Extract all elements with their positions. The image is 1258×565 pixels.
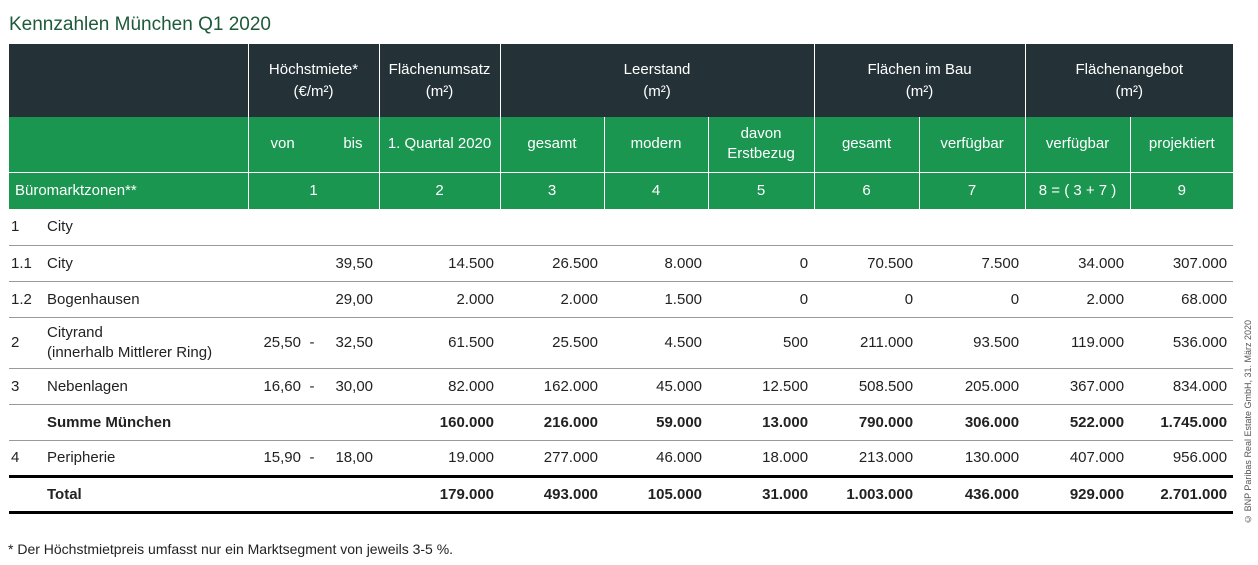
row-zone-name: Peripherie	[47, 440, 248, 476]
row-index	[9, 476, 47, 512]
subheader-von-bis	[248, 117, 379, 172]
subheader-quartal: 1. Quartal 2020	[379, 117, 500, 172]
row-index: 4	[9, 440, 47, 476]
row-index: 1.2	[9, 281, 47, 317]
header-row-sub	[9, 117, 1233, 172]
col-number-5: 5	[708, 172, 814, 209]
row-index: 3	[9, 368, 47, 404]
header-flaechen-im-bau: Flächen im Bau (m²)	[814, 44, 1025, 117]
footnote: * Der Höchstmietpreis umfasst nur ein Marktsegment von jeweils 3-5 %.	[8, 541, 454, 557]
row-index	[9, 404, 47, 440]
row-index: 1	[11, 218, 20, 236]
header-row-numbers	[9, 172, 1233, 209]
col-number-7: 7	[919, 172, 1025, 209]
subheader-bau-gesamt: gesamt	[814, 117, 919, 172]
header-leerstand: Leerstand (m²)	[500, 44, 814, 117]
subheader-erstbezug: davon Erstbezug	[708, 117, 814, 172]
col-number-3: 3	[500, 172, 604, 209]
col-number-1: 1	[248, 172, 379, 209]
page-title: Kennzahlen München Q1 2020	[9, 14, 271, 35]
col-number-6: 6	[814, 172, 919, 209]
table-row: 1.1 City 39,50 14.500 26.500 8.000 0 70.500 7.500 34.000 307.000	[9, 245, 1233, 281]
table-row-summe: Summe München 160.000 216.000 59.000 13.000 790.000 306.000 522.000 1.745.000	[9, 404, 1233, 440]
col-number-8: 8 = ( 3 + 7 )	[1025, 172, 1130, 209]
subheader-bau-verfuegbar: verfügbar	[919, 117, 1025, 172]
row-zone-name: Cityrand (innerhalb Mittlerer Ring)	[47, 317, 248, 368]
header-zone-blank	[9, 44, 248, 117]
subheader-gesamt: gesamt	[500, 117, 604, 172]
header-hoechstmiete: Höchstmiete* (€/m²)	[248, 44, 379, 117]
table-row: 4 Peripherie 15,90 - 18,00 19.000 277.000 46.000 18.000 213.000 130.000 407.000 956.000	[9, 440, 1233, 476]
col-number-4: 4	[604, 172, 708, 209]
row-zone-name: Bogenhausen	[47, 281, 248, 317]
row-index: 2	[9, 317, 47, 368]
subheader-angebot-projektiert: projektiert	[1130, 117, 1233, 172]
row-zone-name: Summe München	[47, 404, 248, 440]
copyright-notice: © BNP Paribas Real Estate GmbH, 31. März 2020	[1243, 320, 1253, 524]
table-row: 3 Nebenlagen 16,60 - 30,00 82.000 162.000 45.000 12.500 508.500 205.000 367.000 834.000	[9, 368, 1233, 404]
row-index: 1.1	[9, 245, 47, 281]
table-row-total: Total 179.000 493.000 105.000 31.000 1.003.000 436.000 929.000 2.701.000	[9, 476, 1233, 512]
subheader-bis: bis	[343, 135, 363, 153]
header-flaechenangebot: Flächenangebot (m²)	[1025, 44, 1233, 117]
table-row: 2 Cityrand (innerhalb Mittlerer Ring) 25,50 - 32,50 61.500 25.500 4.500 500 211.000 93.500 119.000 536.000	[9, 317, 1233, 368]
kennzahlen-table	[9, 44, 1233, 514]
header-row-main	[9, 44, 1233, 117]
subheader-modern: modern	[604, 117, 708, 172]
header-bueromarktzonen: Büromarktzonen**	[9, 172, 248, 209]
row-zone-name: Total	[47, 476, 248, 512]
table-row	[9, 209, 1233, 245]
table-row: 1.2 Bogenhausen 29,00 2.000 2.000 1.500 0 0 0 2.000 68.000	[9, 281, 1233, 317]
row-zone-name: Nebenlagen	[47, 368, 248, 404]
subheader-angebot-verfuegbar: verfügbar	[1025, 117, 1130, 172]
subheader-von: von	[270, 135, 295, 153]
col-number-9: 9	[1130, 172, 1233, 209]
header-flaechenumsatz: Flächenumsatz (m²)	[379, 44, 500, 117]
row-zone-name: City	[47, 245, 248, 281]
col-number-2: 2	[379, 172, 500, 209]
subheader-zone-blank	[9, 117, 248, 172]
row-zone-name: City	[47, 218, 73, 236]
